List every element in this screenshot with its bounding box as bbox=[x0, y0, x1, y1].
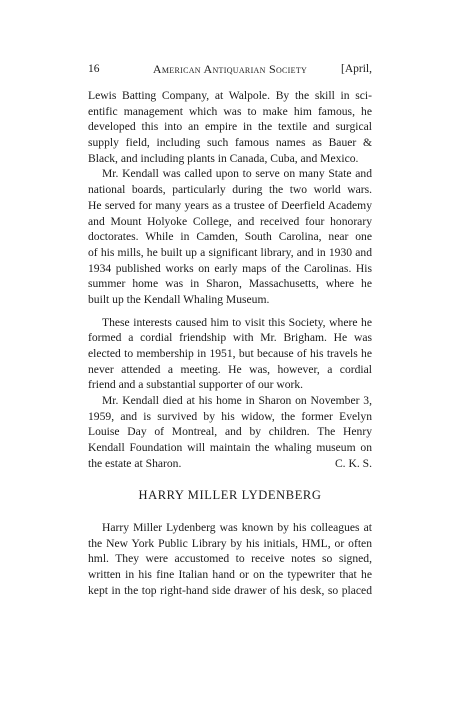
text-line: summer home was in Sharon, Massachusetts, where he bbox=[88, 277, 372, 291]
paragraph bbox=[88, 520, 372, 598]
text-line: Black, and including plants in Canada, Cuba, and Mexico. bbox=[88, 151, 359, 165]
text-line: doctorates. While in Camden, South Carolina, near one bbox=[88, 230, 372, 244]
text-line: Mr. Kendall was called upon to serve on many State and bbox=[102, 167, 372, 181]
text-line: Mr. Kendall died at his home in Sharon on November 3, bbox=[102, 394, 372, 408]
text-line: never attended a meeting. He was, however, a cordial bbox=[88, 362, 372, 376]
text-line: Kendall Foundation will maintain the whaling museum on bbox=[88, 441, 372, 455]
text-line: hml. They were accustomed to receive notes so signed, bbox=[88, 552, 372, 566]
text-line: 1959, and is survived by his widow, the former Evelyn bbox=[88, 409, 372, 423]
closing-line bbox=[88, 456, 372, 472]
obituary-kendall bbox=[88, 88, 372, 472]
paragraph bbox=[88, 315, 372, 393]
paragraph bbox=[88, 393, 372, 471]
obituary-lydenberg bbox=[88, 520, 372, 598]
text-line: the New York Public Library by his initials, HML, or often bbox=[88, 536, 372, 550]
text-line: 1934 published works on early maps of the Carolinas. His bbox=[88, 261, 372, 275]
text-line: These interests caused him to visit this Society, where he bbox=[102, 315, 372, 329]
text-line: written in his fine Italian hand or on the typewriter that he bbox=[88, 568, 372, 582]
text-line: Harry Miller Lydenberg was known by his colleagues at bbox=[102, 521, 372, 534]
text-line: the estate at Sharon. bbox=[88, 456, 182, 470]
text-line: Lewis Batting Company, at Walpole. By the skill in sci- bbox=[88, 89, 372, 102]
paragraph bbox=[88, 166, 372, 307]
page-number: 16 bbox=[88, 63, 100, 75]
text-line: national boards, particularly during the two world wars. bbox=[88, 183, 372, 197]
text-line: entific management which was to make him famous, he bbox=[88, 104, 372, 118]
text-line: formed a cordial friendship with Mr. Brigham. He was bbox=[88, 331, 372, 345]
text-line: Louise Day of Montreal, and by children. The Henry bbox=[88, 425, 372, 439]
paragraph bbox=[88, 88, 372, 166]
text-line: and Mount Holyoke College, and received four honorary bbox=[88, 214, 372, 228]
running-title: American Antiquarian Society bbox=[152, 62, 308, 76]
text-line: elected to membership in 1951, but because of his travels he bbox=[88, 347, 372, 360]
section-title: HARRY MILLER LYDENBERG bbox=[138, 488, 322, 502]
author-initials: C. K. S. bbox=[334, 456, 372, 470]
issue-date: [April, bbox=[341, 63, 372, 75]
text-line: of his mills, he built up a significant library, and in 1930 and bbox=[88, 245, 372, 259]
text-line: He served for many years as a trustee of Deerfield Academy bbox=[88, 198, 372, 212]
text-line: built up the Kendall Whaling Museum. bbox=[88, 292, 270, 306]
text-line: supply field, including such famous names as Bauer & bbox=[88, 136, 372, 150]
text-line: developed this into an empire in the textile and surgical bbox=[88, 120, 372, 134]
text-line: friend and a substantial supporter of our work. bbox=[88, 378, 304, 392]
text-line: kept in the top right-hand side drawer of his desk, so placed bbox=[88, 583, 372, 597]
